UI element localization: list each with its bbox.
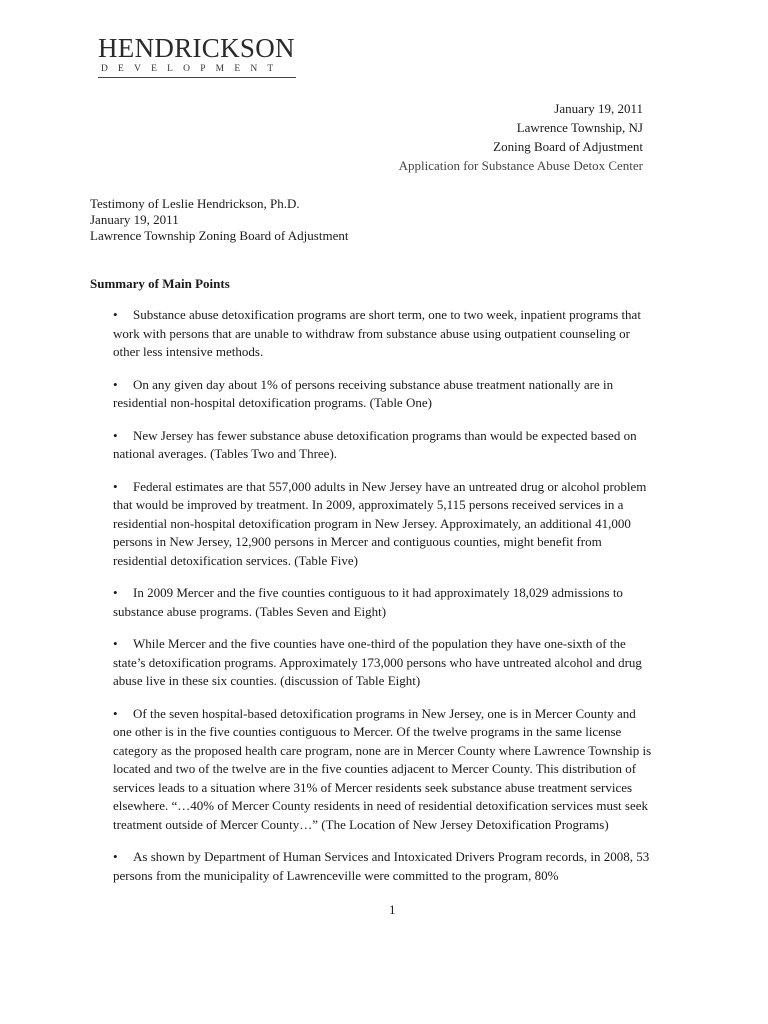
bullet-text: Substance abuse detoxification programs are short term, one to two week, inpatient programs that work with persons that are unable to withdraw from substance abuse using outpatient counseling or other less intensive methods. bbox=[113, 307, 641, 359]
testimony-board: Lawrence Township Zoning Board of Adjustment bbox=[90, 228, 349, 243]
list-item bbox=[113, 584, 653, 621]
logo-subtitle: DEVELOPMENT bbox=[101, 64, 284, 74]
list-item bbox=[113, 635, 653, 691]
bullet-text: As shown by Department of Human Services and Intoxicated Drivers Program records, in 2008, 53 persons from the municipality of Lawrenceville were committed to the program, 80% bbox=[113, 849, 650, 883]
bullet-icon: • bbox=[113, 427, 118, 443]
bullet-text: New Jersey has fewer substance abuse detoxification programs than would be expected based on national averages. (Tables Two and Three). bbox=[113, 427, 637, 461]
bullet-text: In 2009 Mercer and the five counties contiguous to it had approximately 18,029 admissions to substance abuse programs. (Tables Seven and Eight) bbox=[113, 585, 623, 619]
list-item bbox=[113, 478, 653, 571]
document-header bbox=[399, 99, 643, 175]
list-item bbox=[113, 848, 653, 885]
list-item bbox=[113, 306, 653, 362]
summary-title: Summary of Main Points bbox=[90, 276, 230, 291]
testimony-date: January 19, 2011 bbox=[90, 212, 179, 227]
bullet-icon: • bbox=[113, 849, 118, 864]
bullet-icon: • bbox=[113, 307, 118, 322]
bullet-icon: • bbox=[113, 376, 118, 392]
list-item bbox=[113, 705, 653, 835]
bullet-icon: • bbox=[113, 585, 118, 600]
list-item bbox=[113, 427, 653, 464]
testimony-author: Testimony of Leslie Hendrickson, Ph.D. bbox=[90, 196, 300, 211]
bullet-text: While Mercer and the five counties have one-third of the population they have one-sixth of the state’s detoxification programs. Approximately 173,000 persons who have untreated alcohol and drug abuse live in these six counties. (discussion of Table Eight) bbox=[113, 636, 642, 688]
logo-name: HENDRICKSON bbox=[98, 33, 295, 63]
bullet-text: Of the seven hospital-based detoxification programs in New Jersey, one is in Mercer County and one other is in the five counties contiguous to Mercer. Of the twelve programs in the same license category as the proposed health care program, none are in Mercer County where Lawrence Township is located and two of the twelve are in the five counties adjacent to Mercer County. This distribution of services leads to a situation where 31% of Mercer residents seek substance abuse treatment services elsewhere. “…40% of Mercer County residents in need of residential detoxification services must seek treatment outside of Mercer County…” (The Location of New Jersey Detoxification Programs) bbox=[113, 705, 652, 832]
page-number: 1 bbox=[389, 902, 396, 917]
testimony-block bbox=[90, 196, 348, 244]
bullet-icon: • bbox=[113, 636, 118, 651]
bullet-icon: • bbox=[113, 705, 118, 721]
list-item bbox=[113, 376, 653, 413]
bullet-icon: • bbox=[113, 478, 118, 494]
header-location: Lawrence Township, NJ bbox=[516, 120, 643, 135]
header-board: Zoning Board of Adjustment bbox=[493, 139, 643, 154]
bullet-text: Federal estimates are that 557,000 adults in New Jersey have an untreated drug or alcohol problem that would be improved by treatment. In 2009, approximately 5,115 persons received services in a residential non-hospital detoxification program in New Jersey. Approximately, an additional 41,000 persons in New Jersey, 12,900 persons in Mercer and contiguous counties, might benefit from residential detoxification services. (Table Five) bbox=[113, 478, 647, 568]
header-application: Application for Substance Abuse Detox Center bbox=[398, 158, 643, 173]
company-logo bbox=[98, 34, 298, 78]
logo-rule bbox=[98, 77, 296, 78]
header-date: January 19, 2011 bbox=[554, 101, 643, 116]
summary-bullets bbox=[113, 306, 653, 885]
bullet-text: On any given day about 1% of persons receiving substance abuse treatment nationally are in residential non-hospital detoxification programs. (Table One) bbox=[113, 376, 614, 410]
